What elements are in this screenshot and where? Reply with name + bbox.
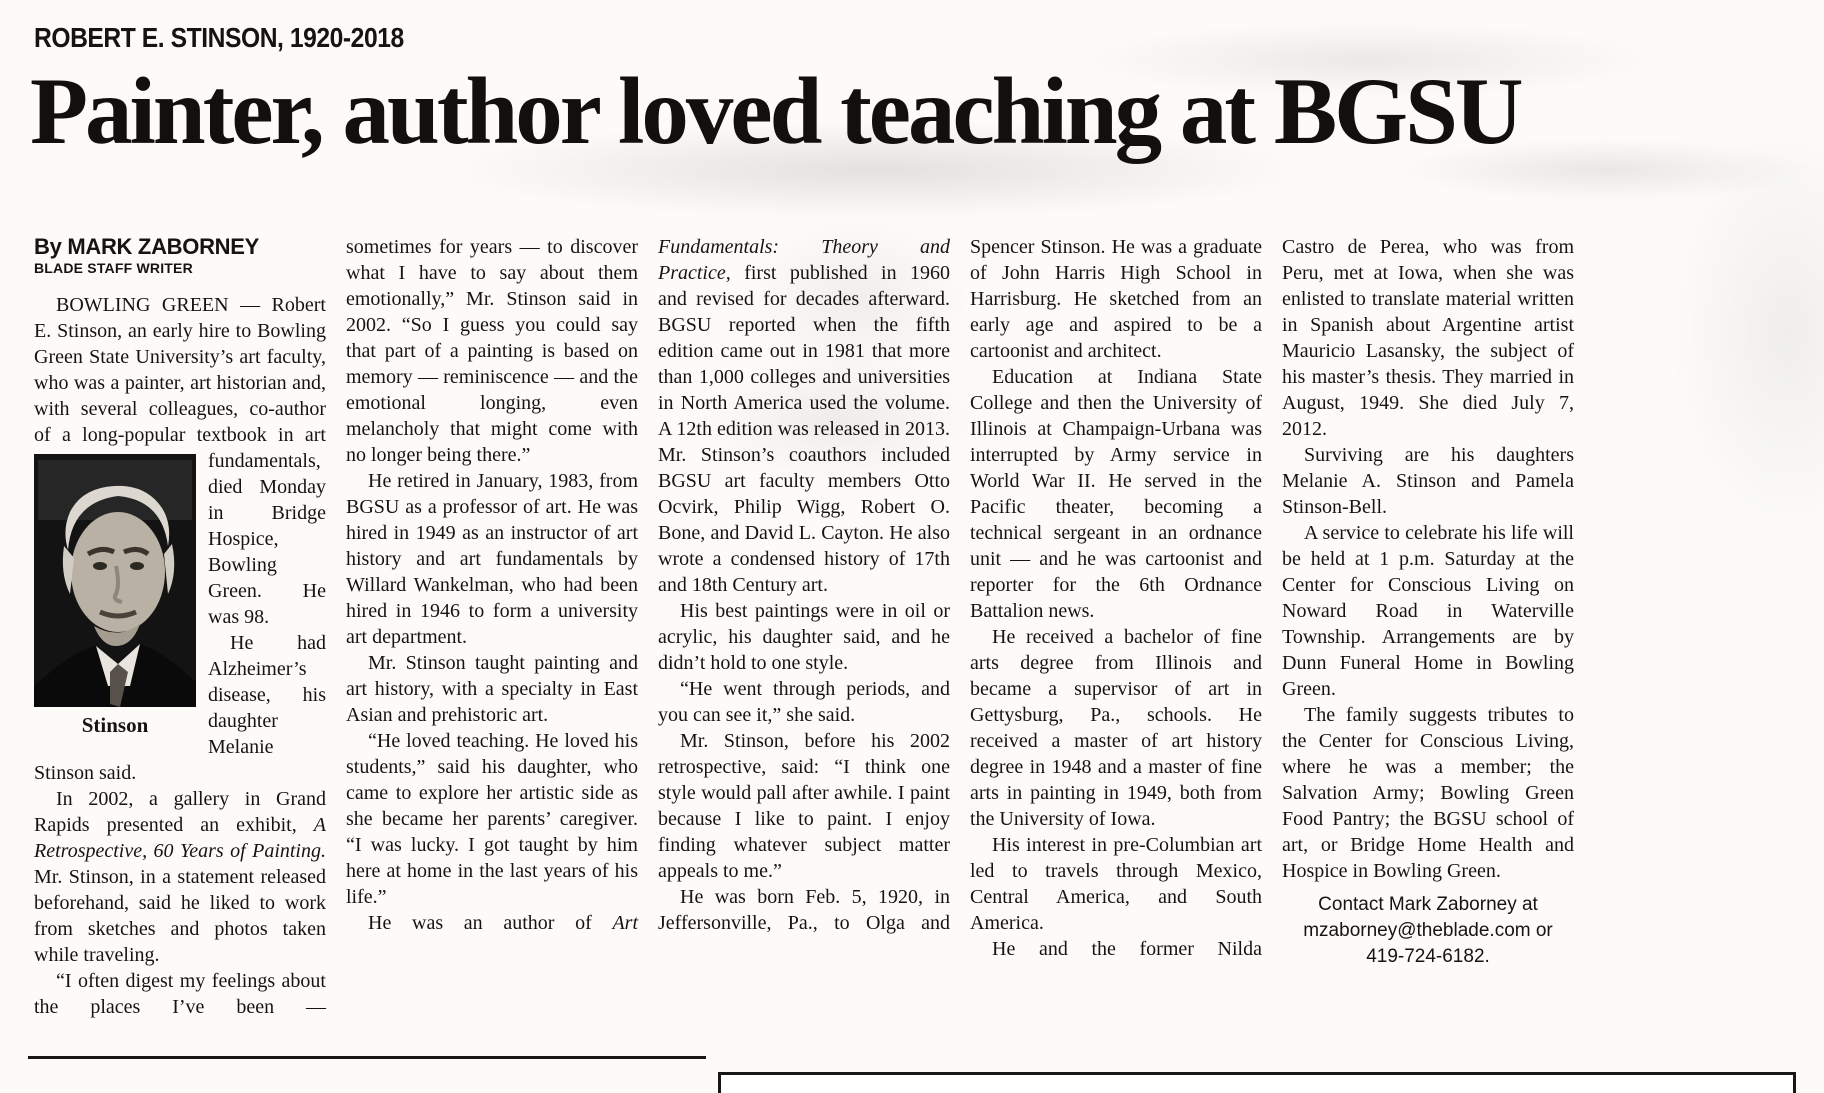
article-column-5 <box>1282 234 1574 970</box>
paragraph: He was born Feb. 5, 1920, in Jeffersonville, Pa., to Olga and <box>658 886 950 934</box>
kicker: ROBERT E. STINSON, 1920-2018 <box>34 22 404 53</box>
photo-caption: Stinson <box>81 713 149 737</box>
paragraph: His interest in pre-Columbian art led to travels through Mexico, Central America, and South America. <box>970 834 1262 934</box>
contact-line: 419-724-6182. <box>1366 946 1490 967</box>
paragraph: Castro de Perea, who was from Peru, met at Iowa, when she was enlisted to translate material written in Spanish about Argentine artist Mauricio Lasansky, the subject of his master’s thesis. They married in August, 1949. She died July 7, 2012. <box>1282 236 1574 440</box>
paragraph: “He loved teaching. He loved his students,” said his daughter, who came to explore her artistic side as she became her parents’ caregiver. “I was lucky. I got taught by him here at home in the last years of his life.” <box>346 730 638 908</box>
book-title: Art <box>612 912 639 934</box>
article-column-1 <box>34 234 326 1020</box>
paragraph <box>346 910 638 936</box>
paragraph: A service to celebrate his life will be held at 1 p.m. Saturday at the Center for Conscious Living on Noward Road in Waterville Township. Arrangements are by Dunn Funeral Home in Bowling Green. <box>1282 522 1574 700</box>
paragraph-text: died Monday in Bridge Hospice, Bowling Green. He was 98. <box>208 476 326 628</box>
headline: Painter, author loved teaching at BGSU <box>30 58 1521 164</box>
paragraph: sometimes for years — to discover what I have to say about them emotionally,” Mr. Stinson said in 2002. “So I guess you could say that part of a painting is based on memory — reminiscence — and the emotional longing, even melancholy that might come with no longer being there.” <box>346 236 638 466</box>
byline-role: BLADE STAFF WRITER <box>34 260 193 276</box>
paragraph: He and the former Nilda <box>992 938 1262 960</box>
article-column-4 <box>970 234 1262 962</box>
paragraph: His best paintings were in oil or acrylic, his daughter said, and he didn’t hold to one style. <box>658 600 950 674</box>
section-divider <box>28 1056 706 1059</box>
article-column-2 <box>346 234 638 936</box>
paragraph-text: He was an author of <box>368 912 592 934</box>
paragraph: He received a bachelor of fine arts degree from Illinois and became a supervisor of art in Gettysburg, Pa., schools. He received a master of art history degree in 1948 and a master of fine arts in painting in 1949, both from the University of Iowa. <box>970 626 1262 830</box>
paragraph: Mr. Stinson taught painting and art history, with a specialty in East Asian and prehistoric art. <box>346 652 638 726</box>
paragraph: Spencer Stinson. He was a graduate of John Harris High School in Harrisburg. He sketched from an early age and aspired to be a cartoonist and architect. <box>970 236 1262 362</box>
paragraph <box>658 234 950 598</box>
paragraph: “He went through periods, and you can see it,” she said. <box>658 678 950 726</box>
obituary-photo <box>34 454 196 738</box>
article-column-3 <box>658 234 950 936</box>
book-title: A Retrospective, 60 Years of Painting. <box>34 814 326 862</box>
ad-box-border <box>718 1072 1796 1093</box>
paragraph-text: In 2002, a gallery in Grand Rapids presented an exhibit, <box>34 788 326 836</box>
paragraph: Mr. Stinson, before his 2002 retrospective, said: “I think one style would pall after awhile. I paint because I like to paint. I enjoy finding whatever subject matter appeals to me.” <box>658 730 950 882</box>
book-title: Fundamentals: Theory and Practice, <box>658 236 950 284</box>
contact-note <box>1282 892 1574 970</box>
paragraph-text: Mr. Stinson, in a statement released beforehand, said he liked to work from sketches and photos taken while traveling. <box>34 866 326 966</box>
paragraph <box>34 786 326 968</box>
paragraph: “I often digest my feelings about the places I’ve been — <box>34 970 326 1018</box>
paragraph: He had Alzheimer’s disease, his daughter Melanie Stinson said. <box>34 632 326 784</box>
paragraph: Education at Indiana State College and then the University of Illinois at Champaign-Urbana was interrupted by Army service in World War II. He served in the Pacific theater, becoming a technical sergeant in an ordnance unit — and he was cartoonist and reporter for the 6th Ordnance Battalion news. <box>970 366 1262 622</box>
contact-line: mzaborney@theblade.com or <box>1303 920 1553 941</box>
paragraph: He retired in January, 1983, from BGSU as a professor of art. He was hired in 1949 as an instructor of art history and art fundamentals by Willard Wankelman, who had been hired in 1946 to form a university art department. <box>346 470 638 648</box>
byline-author: By MARK ZABORNEY <box>34 234 259 259</box>
paragraph-text: first published in 1960 and revised for decades afterward. BGSU reported when the fifth edition came out in 1981 that more than 1,000 colleges and universities in North America used the volume. A 12th edition was released in 2013. Mr. Stinson’s coauthors included BGSU art faculty members Otto Ocvirk, Philip Wigg, Robert O. Bone, and David L. Cayton. He also wrote a condensed history of 17th and 18th Century art. <box>658 262 951 596</box>
portrait-photo <box>34 454 196 707</box>
contact-line: Contact Mark Zaborney at <box>1318 894 1538 915</box>
paragraph-text: BOWLING GREEN — Robert E. Stinson, an early hire to Bowling Green State University’s art faculty, who was a painter, art historian and, with several colleagues, co-author of a long-popular textbook in art fundamentals, <box>34 294 326 472</box>
paragraph: The family suggests tributes to the Center for Conscious Living, where he was a member; the Salvation Army; Bowling Green Food Pantry; the BGSU school of art, or Bridge Home Health and Hospice in Bowling Green. <box>1282 704 1574 882</box>
paragraph: Surviving are his daughters Melanie A. Stinson and Pamela Stinson-Bell. <box>1282 444 1574 518</box>
